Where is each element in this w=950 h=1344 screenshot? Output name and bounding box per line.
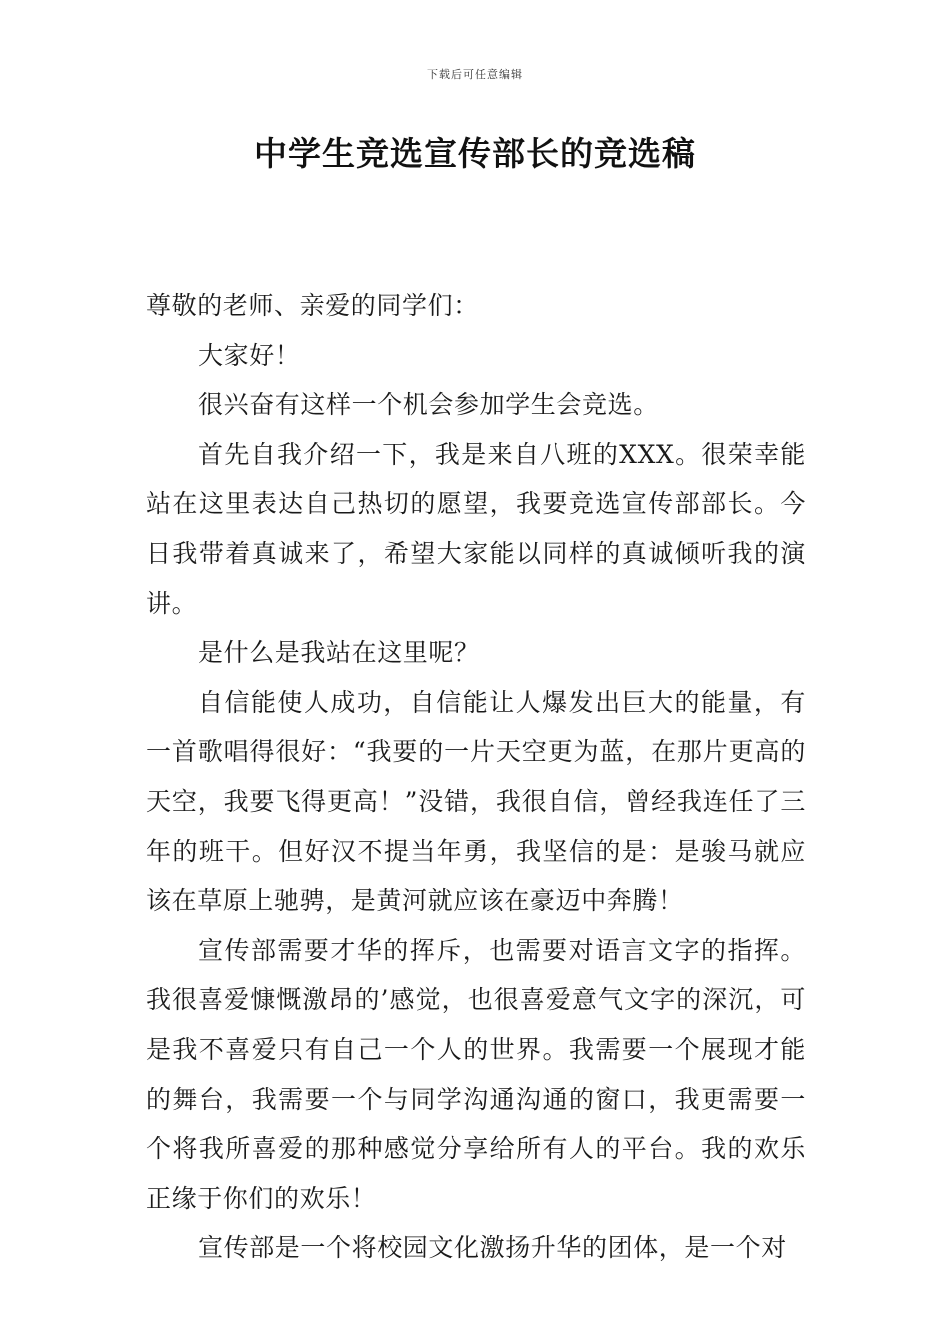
paragraph: 宣传部需要才华的挥斥，也需要对语言文字的指挥。我很喜爱慷慨激昂的’感觉，也很喜爱意气文字的深沉，可是我不喜爱只有自己一个人的世界。我需要一个展现才能的舞台，我需要一个与同学沟通沟通的窗口，我更需要一个将我所喜爱的那种感觉分享给所有人的平台。我的欢乐正缘于你们的欢乐！ [146,935,806,1213]
paragraph-salutation: 尊敬的老师、亲爱的同学们： [146,291,479,320]
paragraph: 是什么是我站在这里呢？ [198,638,480,668]
paragraph: 很兴奋有这样一个机会参加学生会竞选。 [198,390,659,420]
paragraph: 宣传部是一个将校园文化激扬升华的团体，是一个对 [198,1233,787,1263]
header-note: 下载后可任意编辑 [427,68,523,81]
paragraph: 首先自我介绍一下，我是来自八班的XXX。很荣幸能站在这里表达自己热切的愿望，我要竞选宣传部部长。今日我带着真诚来了，希望大家能以同样的真诚倾听我的演讲。 [146,439,806,618]
paragraph: 大家好！ [198,340,301,370]
document-title: 中学生竞选宣传部长的竞选稿 [254,134,696,173]
document-body [146,281,806,1273]
paragraph: 自信能使人成功，自信能让人爆发出巨大的能量，有一首歌唱得很好：“我要的一片天空更为蓝，在那片更高的天空，我要飞得更高！”没错，我很自信，曾经我连任了三年的班干。但好汉不提当年勇，我坚信的是：是骏马就应该在草原上驰骋，是黄河就应该在豪迈中奔腾！ [146,687,806,916]
